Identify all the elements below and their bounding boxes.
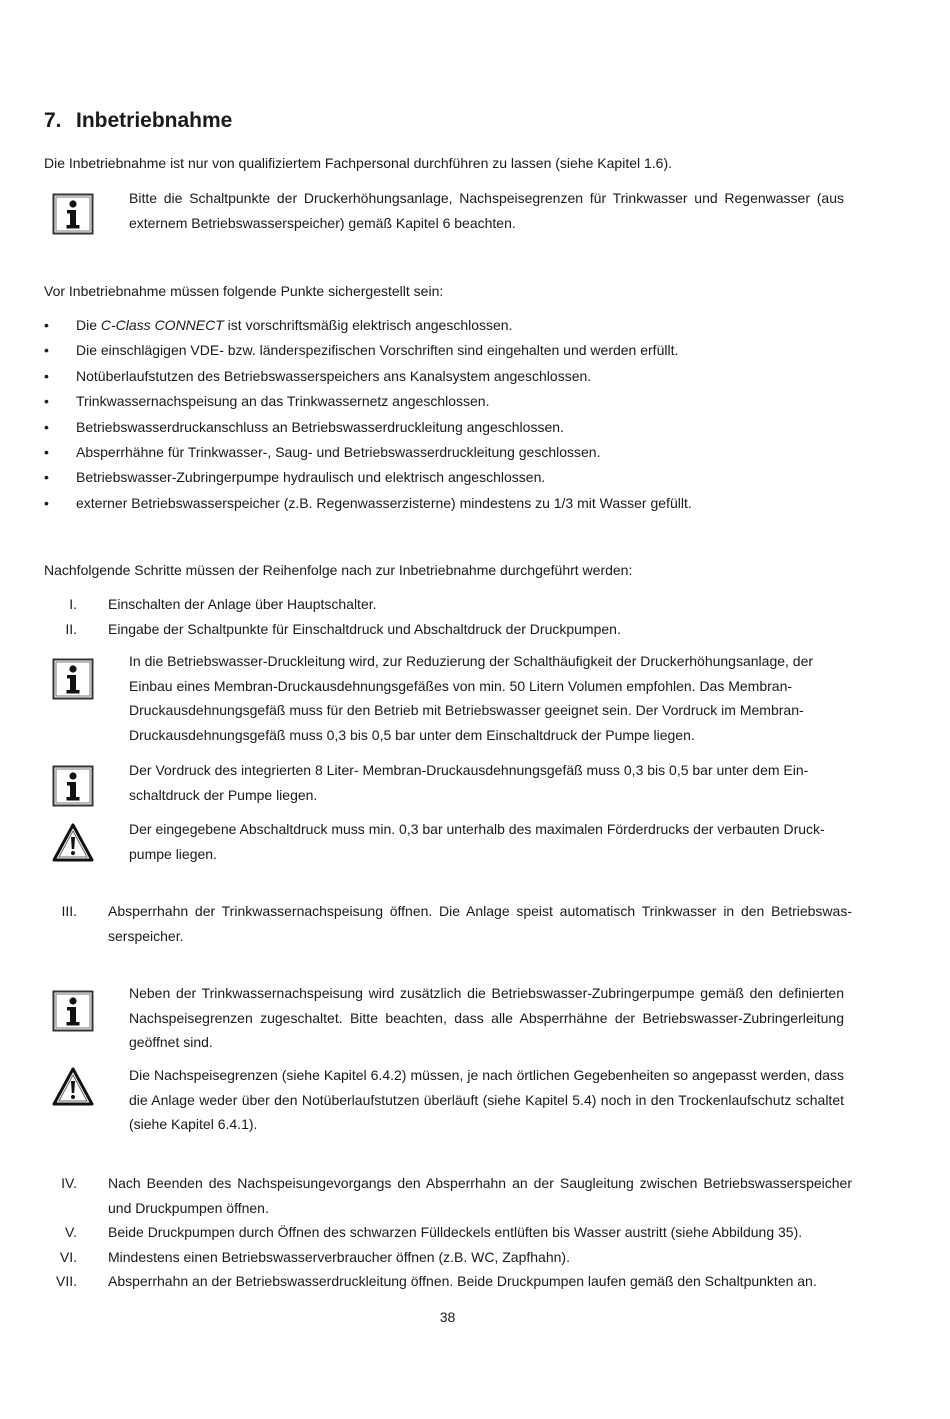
- step-number: VII.: [55, 1273, 77, 1289]
- step-item: [44, 1220, 852, 1245]
- step-number: IV.: [61, 1175, 77, 1191]
- step-item: [44, 1171, 852, 1220]
- steps-list-step3: [44, 899, 852, 948]
- step-text: Beide Druckpumpen durch Öffnen des schwarzen Fülldeckels entlüften bis Wasser austritt (siehe Abbildung 35).: [108, 1224, 803, 1240]
- info-note-integrated-vessel: Der Vordruck des integrierten 8 Liter- Membran-Druckausdehnungsgefäß muss 0,3 bis 0,5 bar unter dem Ein- schaltdruck der Pumpe liegen.: [129, 762, 809, 803]
- step-text: Einschalten der Anlage über Hauptschalter.: [108, 596, 377, 612]
- page-number: 38: [439, 1309, 456, 1325]
- step-number: V.: [65, 1224, 77, 1240]
- step-item: [44, 592, 852, 617]
- list-item: • Die C-Class CONNECT ist vorschriftsmäßig elektrisch angeschlossen.: [44, 313, 894, 338]
- step-text: Absperrhahn an der Betriebswasserdruckleitung öffnen. Beide Druckpumpen laufen gemäß den Schaltpunkten an.: [108, 1273, 817, 1289]
- prerequisites-list: [44, 313, 894, 516]
- step-text: Mindestens einen Betriebswasserverbraucher öffnen (z.B. WC, Zapfhahn).: [108, 1248, 570, 1265]
- step-item: [44, 1245, 852, 1270]
- info-note-switch-points: Bitte die Schaltpunkte der Druckerhöhungsanlage, Nachspeisegrenzen für Trinkwasser und Regenwasser (aus externem Betriebswasserspeicher) gemäß Kapitel 6 beachten.: [129, 190, 844, 231]
- step-text: Nach Beenden des Nachspeisungevorgangs den Absperrhahn an der Saugleitung zwischen Betriebswasserspeicher und Druckpumpen öffnen.: [108, 1175, 852, 1216]
- step-text: Eingabe der Schaltpunkte für Einschaltdruck und Abschaltdruck der Druckpumpen.: [108, 620, 621, 637]
- step-number: III.: [61, 903, 77, 919]
- step-item: [44, 1269, 852, 1294]
- intro-text: Die Inbetriebnahme ist nur von qualifiziertem Fachpersonal durchführen zu lassen (siehe Kapitel 1.6).: [44, 155, 673, 171]
- info-icon: [52, 193, 94, 235]
- list-item: • Betriebswasser-Zubringerpumpe hydraulisch und elektrisch angeschlossen.: [44, 465, 894, 490]
- list-item: • Betriebswasserdruckanschluss an Betriebswasserdruckleitung angeschlossen.: [44, 415, 894, 440]
- list-item: • Trinkwassernachspeisung an das Trinkwassernetz angeschlossen.: [44, 389, 894, 414]
- steps-list-a: [44, 592, 852, 641]
- warning-icon: [52, 1066, 94, 1108]
- step-item: [44, 899, 852, 948]
- list-item: • Absperrhähne für Trinkwasser-, Saug- und Betriebswasserdruckleitung geschlossen.: [44, 440, 894, 465]
- warning-icon: [52, 822, 94, 864]
- list-item: • Notüberlaufstutzen des Betriebswasserspeichers ans Kanalsystem angeschlossen.: [44, 364, 894, 389]
- step-number: II.: [65, 620, 77, 637]
- product-name: C-Class CONNECT: [100, 317, 224, 333]
- step-number: VI.: [59, 1248, 77, 1265]
- list-item: • externer Betriebswasserspeicher (z.B. Regenwasserzisterne) mindestens zu 1/3 mit Wasser gefüllt.: [44, 491, 894, 516]
- steps-list-b: [44, 1171, 852, 1294]
- info-icon: [52, 990, 94, 1032]
- list-item: • Die einschlägigen VDE- bzw. länderspezifischen Vorschriften sind eingehalten und werden erfüllt.: [44, 338, 894, 363]
- info-note-expansion-vessel: In die Betriebswasser-Druckleitung wird, zur Reduzierung der Schalthäufigkeit der Druckerhöhungsanlage, der Einbau eines Membran-Druckausdehnungsgefäßes von min. 50 Litern Volumen empfohlen. Das Membran- Druckausdehnungsgefäß muss für den Betrieb mit Betriebswasser geeignet sein. Der Vordruck im Membran- Druckausdehnungsgefäß muss 0,3 bis 0,5 bar unter dem Einschaltdruck der Pumpe liegen.: [129, 653, 814, 743]
- step-text: Absperrhahn der Trinkwassernachspeisung öffnen. Die Anlage speist automatisch Trinkwasser in den Betriebswas-serspeicher.: [108, 903, 852, 944]
- prerequisites-intro: Vor Inbetriebnahme müssen folgende Punkte sichergestellt sein:: [44, 283, 444, 299]
- info-icon: [52, 658, 94, 700]
- step-number: I.: [69, 596, 77, 612]
- steps-intro: Nachfolgende Schritte müssen der Reihenfolge nach zur Inbetriebnahme durchgeführt werden:: [44, 562, 633, 578]
- info-note-feeder-pump: Neben der Trinkwassernachspeisung wird zusätzlich die Betriebswasser-Zubringerpumpe gemäß den definierten Nachspeisegrenzen zugeschaltet. Bitte beachten, dass alle Absperrhähne der Betriebswasser-Zubringerleitung geöffnet sind.: [129, 985, 844, 1050]
- warning-cutoff-pressure: Der eingegebene Abschaltdruck muss min. 0,3 bar unterhalb des maximalen Förderdrucks der verbauten Druck- pumpe liegen.: [129, 821, 825, 862]
- info-icon: [52, 765, 94, 807]
- section-title: Inbetriebnahme: [76, 109, 233, 132]
- section-number: 7.: [44, 109, 62, 132]
- warning-refill-limits: Die Nachspeisegrenzen (siehe Kapitel 6.4.2) müssen, je nach örtlichen Gegebenheiten so angepasst werden, dass die Anlage weder über den Notüberlaufstutzen überläuft (siehe Kapitel 5.4) noch in den Trockenlaufschutz schaltet (siehe Kapitel 6.4.1).: [129, 1067, 844, 1132]
- step-item: [44, 617, 852, 642]
- section-heading: [44, 106, 232, 136]
